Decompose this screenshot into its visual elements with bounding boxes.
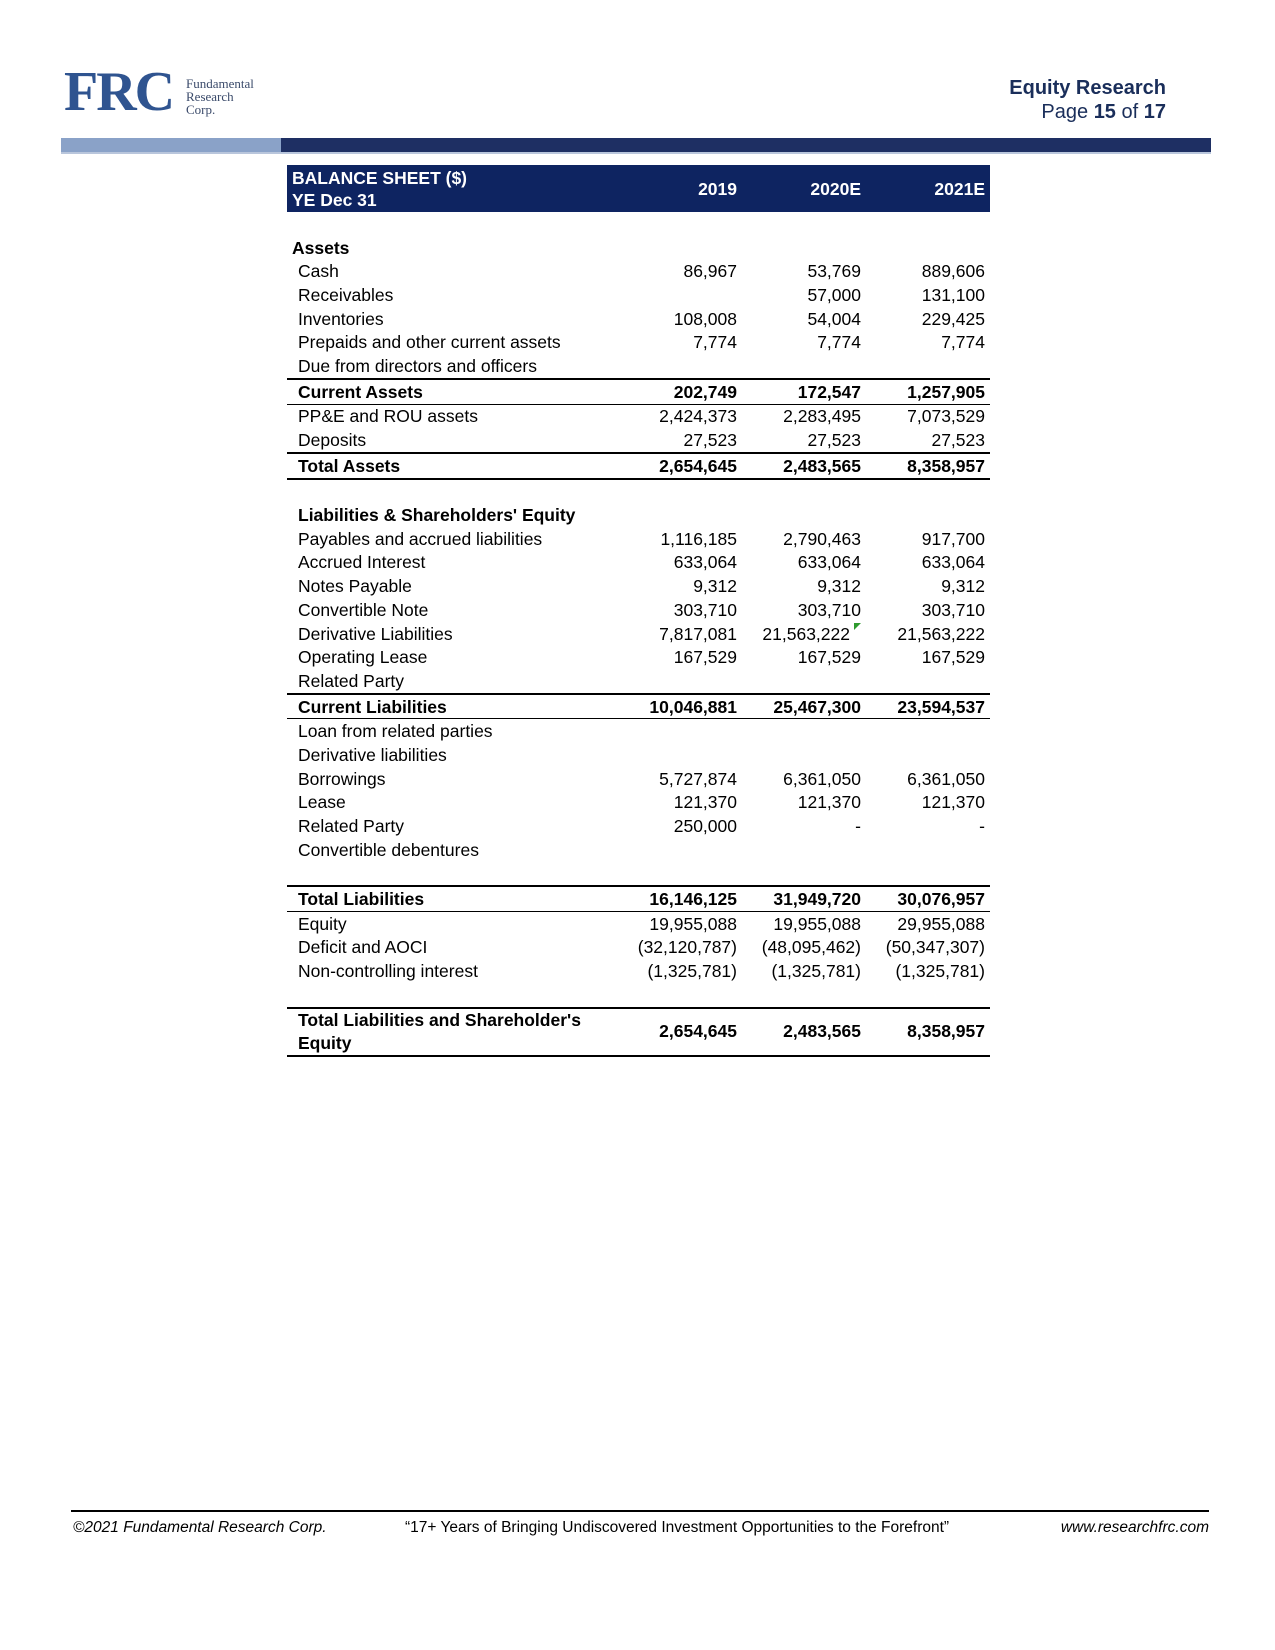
cell-value: 917,700 [921,528,985,549]
cell-value: 25,467,300 [742,694,866,719]
row-label: Equity [298,913,347,934]
row-label: Total Assets [287,453,618,479]
cell-value: 303,710 [797,599,861,620]
cell-value: 7,774 [693,332,737,353]
page-indicator [1009,100,1166,124]
cell-value [866,719,990,743]
page-of: of [1121,101,1139,123]
grand-total-row [287,1008,990,1056]
cell-value: 6,361,050 [907,768,985,789]
table-row [287,259,990,283]
footer-copyright: ©2021 Fundamental Research Corp. [73,1519,327,1536]
cell-value: 53,769 [807,261,861,282]
row-label: Total Liabilities and Shareholder's Equity [287,1008,618,1056]
cell-value: 2,483,565 [742,1008,866,1056]
table-row [287,354,990,379]
row-label: Receivables [298,284,394,305]
table-title: BALANCE SHEET ($) [292,167,468,188]
cell-value [618,354,742,379]
logo-sub-line: Fundamental [186,76,254,91]
table-row [287,669,990,694]
cell-value: 10,046,881 [618,694,742,719]
cell-value: 9,312 [817,576,861,597]
cell-value: 7,774 [817,332,861,353]
header-right [1009,76,1166,124]
column-header: 2020E [742,165,866,212]
cell-value: (1,325,781) [647,961,737,982]
table-row [287,428,990,453]
column-header: 2021E [866,165,990,212]
table-row [287,574,990,598]
frc-logo [64,61,264,123]
cell-value: 1,116,185 [660,528,737,549]
cell-value: 21,563,222 [897,623,985,644]
row-label: Related Party [298,816,405,837]
row-label: Notes Payable [298,576,412,597]
total-row [287,886,990,911]
table-row [287,959,990,983]
cell-value: (32,120,787) [637,937,737,958]
cell-value: 7,774 [941,332,985,353]
cell-value: 131,100 [921,284,985,305]
row-label: Related Party [287,669,618,694]
cell-value: 121,370 [673,792,737,813]
cell-value: 8,358,957 [866,453,990,479]
cell-value [618,669,742,694]
cell-value: 250,000 [673,816,737,837]
logo-sub-line: Corp. [186,102,216,117]
row-label: Deficit and AOCI [298,937,428,958]
cell-value: 2,654,645 [618,453,742,479]
cell-value: 2,283,495 [783,406,861,427]
row-label: Deposits [287,428,618,453]
page-total: 17 [1143,101,1166,123]
footer-website-link[interactable]: www.researchfrc.com [1060,1519,1209,1536]
table-row [287,838,990,862]
logo-wordmark: FRC [64,61,174,123]
comment-flag-icon [854,623,861,630]
row-label: Accrued Interest [298,552,426,573]
cell-value: 303,710 [673,599,737,620]
cell-value: (50,347,307) [885,937,985,958]
cell-value: 121,370 [921,792,985,813]
cell-value: 27,523 [866,428,990,453]
row-label: Lease [298,792,346,813]
cell-value: 30,076,957 [866,886,990,911]
cell-value: 19,955,088 [649,913,737,934]
page-number: 15 [1093,101,1116,123]
row-label: Prepaids and other current assets [298,332,561,353]
cell-value: 8,358,957 [866,1008,990,1056]
table-row [287,307,990,331]
table-subtitle: YE Dec 31 [292,189,377,210]
cell-value: 7,073,529 [907,406,985,427]
logo-subtitle [186,77,254,116]
cell-value: 633,064 [673,552,737,573]
cell-value: 27,523 [618,428,742,453]
cell-value: (48,095,462) [761,937,861,958]
total-row [287,453,990,479]
cell-value: 2,654,645 [618,1008,742,1056]
subtotal-row [287,379,990,404]
cell-value [866,669,990,694]
cell-value: 1,257,905 [866,379,990,404]
cell-value: 633,064 [921,552,985,573]
cell-value [618,719,742,743]
row-label: Payables and accrued liabilities [298,528,543,549]
cell-value-with-comment [742,622,866,646]
balance-sheet-table [287,165,990,1057]
table-row [287,767,990,791]
cell-value: 2,790,463 [783,528,861,549]
table-row [287,622,990,646]
cell-value: 167,529 [673,647,737,668]
section-header-liabilities [287,503,990,527]
table-title-cell [287,165,618,212]
cell-value [866,354,990,379]
header-divider-bar [61,138,1211,152]
report-type: Equity Research [1009,77,1166,99]
row-label: Inventories [298,308,384,329]
row-label: Convertible Note [298,599,429,620]
cell-value: 6,361,050 [783,768,861,789]
cell-value: 57,000 [807,284,861,305]
cell-value: 2,483,565 [742,453,866,479]
table-row [287,743,990,767]
cell-value: 108,008 [673,308,737,329]
row-label: Current Liabilities [287,694,618,719]
cell-value: 202,749 [618,379,742,404]
row-label: PP&E and ROU assets [298,406,478,427]
section-label: Liabilities & Shareholders' Equity [298,505,576,526]
cell-value [866,743,990,767]
cell-value: 31,949,720 [742,886,866,911]
cell-value: 19,955,088 [773,913,861,934]
cell-value: 9,312 [941,576,985,597]
table-row [287,791,990,815]
cell-value: (1,325,781) [771,961,861,982]
cell-value: 16,146,125 [618,886,742,911]
table-row [287,598,990,622]
cell-value [866,838,990,862]
cell-value: 5,727,874 [659,768,737,789]
cell-value: (1,325,781) [895,961,985,982]
table-row [287,719,990,743]
cell-value: 27,523 [742,428,866,453]
row-label: Due from directors and officers [287,354,618,379]
cell-value [742,354,866,379]
row-label: Derivative Liabilities [298,623,453,644]
cell-value [742,719,866,743]
cell-value: 889,606 [921,261,985,282]
row-label: Total Liabilities [287,886,618,911]
cell-value: - [855,816,861,837]
row-label: Borrowings [298,768,386,789]
cell-value: 86,967 [683,261,737,282]
footer-tagline: “17+ Years of Bringing Undiscovered Investment Opportunities to the Forefront” [405,1519,950,1536]
cell-value: 9,312 [693,576,737,597]
table-row [287,814,990,838]
page-label: Page [1041,101,1089,123]
cell-value: - [979,816,985,837]
cell-value: 29,955,088 [897,913,985,934]
table-row [287,551,990,575]
section-header-assets [287,236,990,260]
column-header: 2019 [618,165,742,212]
row-label: Non-controlling interest [298,961,478,982]
cell-value [742,743,866,767]
table-row [287,404,990,428]
cell-value [742,838,866,862]
table-row [287,527,990,551]
row-label: Cash [298,261,339,282]
cell-value: 54,004 [807,308,861,329]
table-row [287,330,990,354]
cell-value: 303,710 [921,599,985,620]
row-label: Loan from related parties [298,721,493,742]
table-row [287,283,990,307]
logo-sub-line: Research [186,89,234,104]
table-row [287,645,990,669]
cell-value [618,838,742,862]
cell-value [618,743,742,767]
cell-value: 172,547 [742,379,866,404]
cell-value [742,669,866,694]
cell-value: 167,529 [797,647,861,668]
cell-value: 21,563,222 [762,623,850,644]
cell-value: 23,594,537 [866,694,990,719]
cell-value: 633,064 [797,552,861,573]
row-label: Operating Lease [298,647,428,668]
footer-divider [71,1510,1209,1512]
row-label: Convertible debentures [298,839,479,860]
cell-value: 167,529 [921,647,985,668]
row-label: Derivative liabilities [298,744,447,765]
cell-value: 2,424,373 [659,406,737,427]
section-label: Assets [292,237,350,258]
table-row [287,911,990,935]
cell-value: 7,817,081 [659,623,737,644]
cell-value: 121,370 [797,792,861,813]
subtotal-row [287,694,990,719]
row-label: Current Assets [287,379,618,404]
cell-value: 229,425 [921,308,985,329]
cell-value [618,283,742,307]
table-header-row [287,165,990,212]
table-row [287,936,990,960]
